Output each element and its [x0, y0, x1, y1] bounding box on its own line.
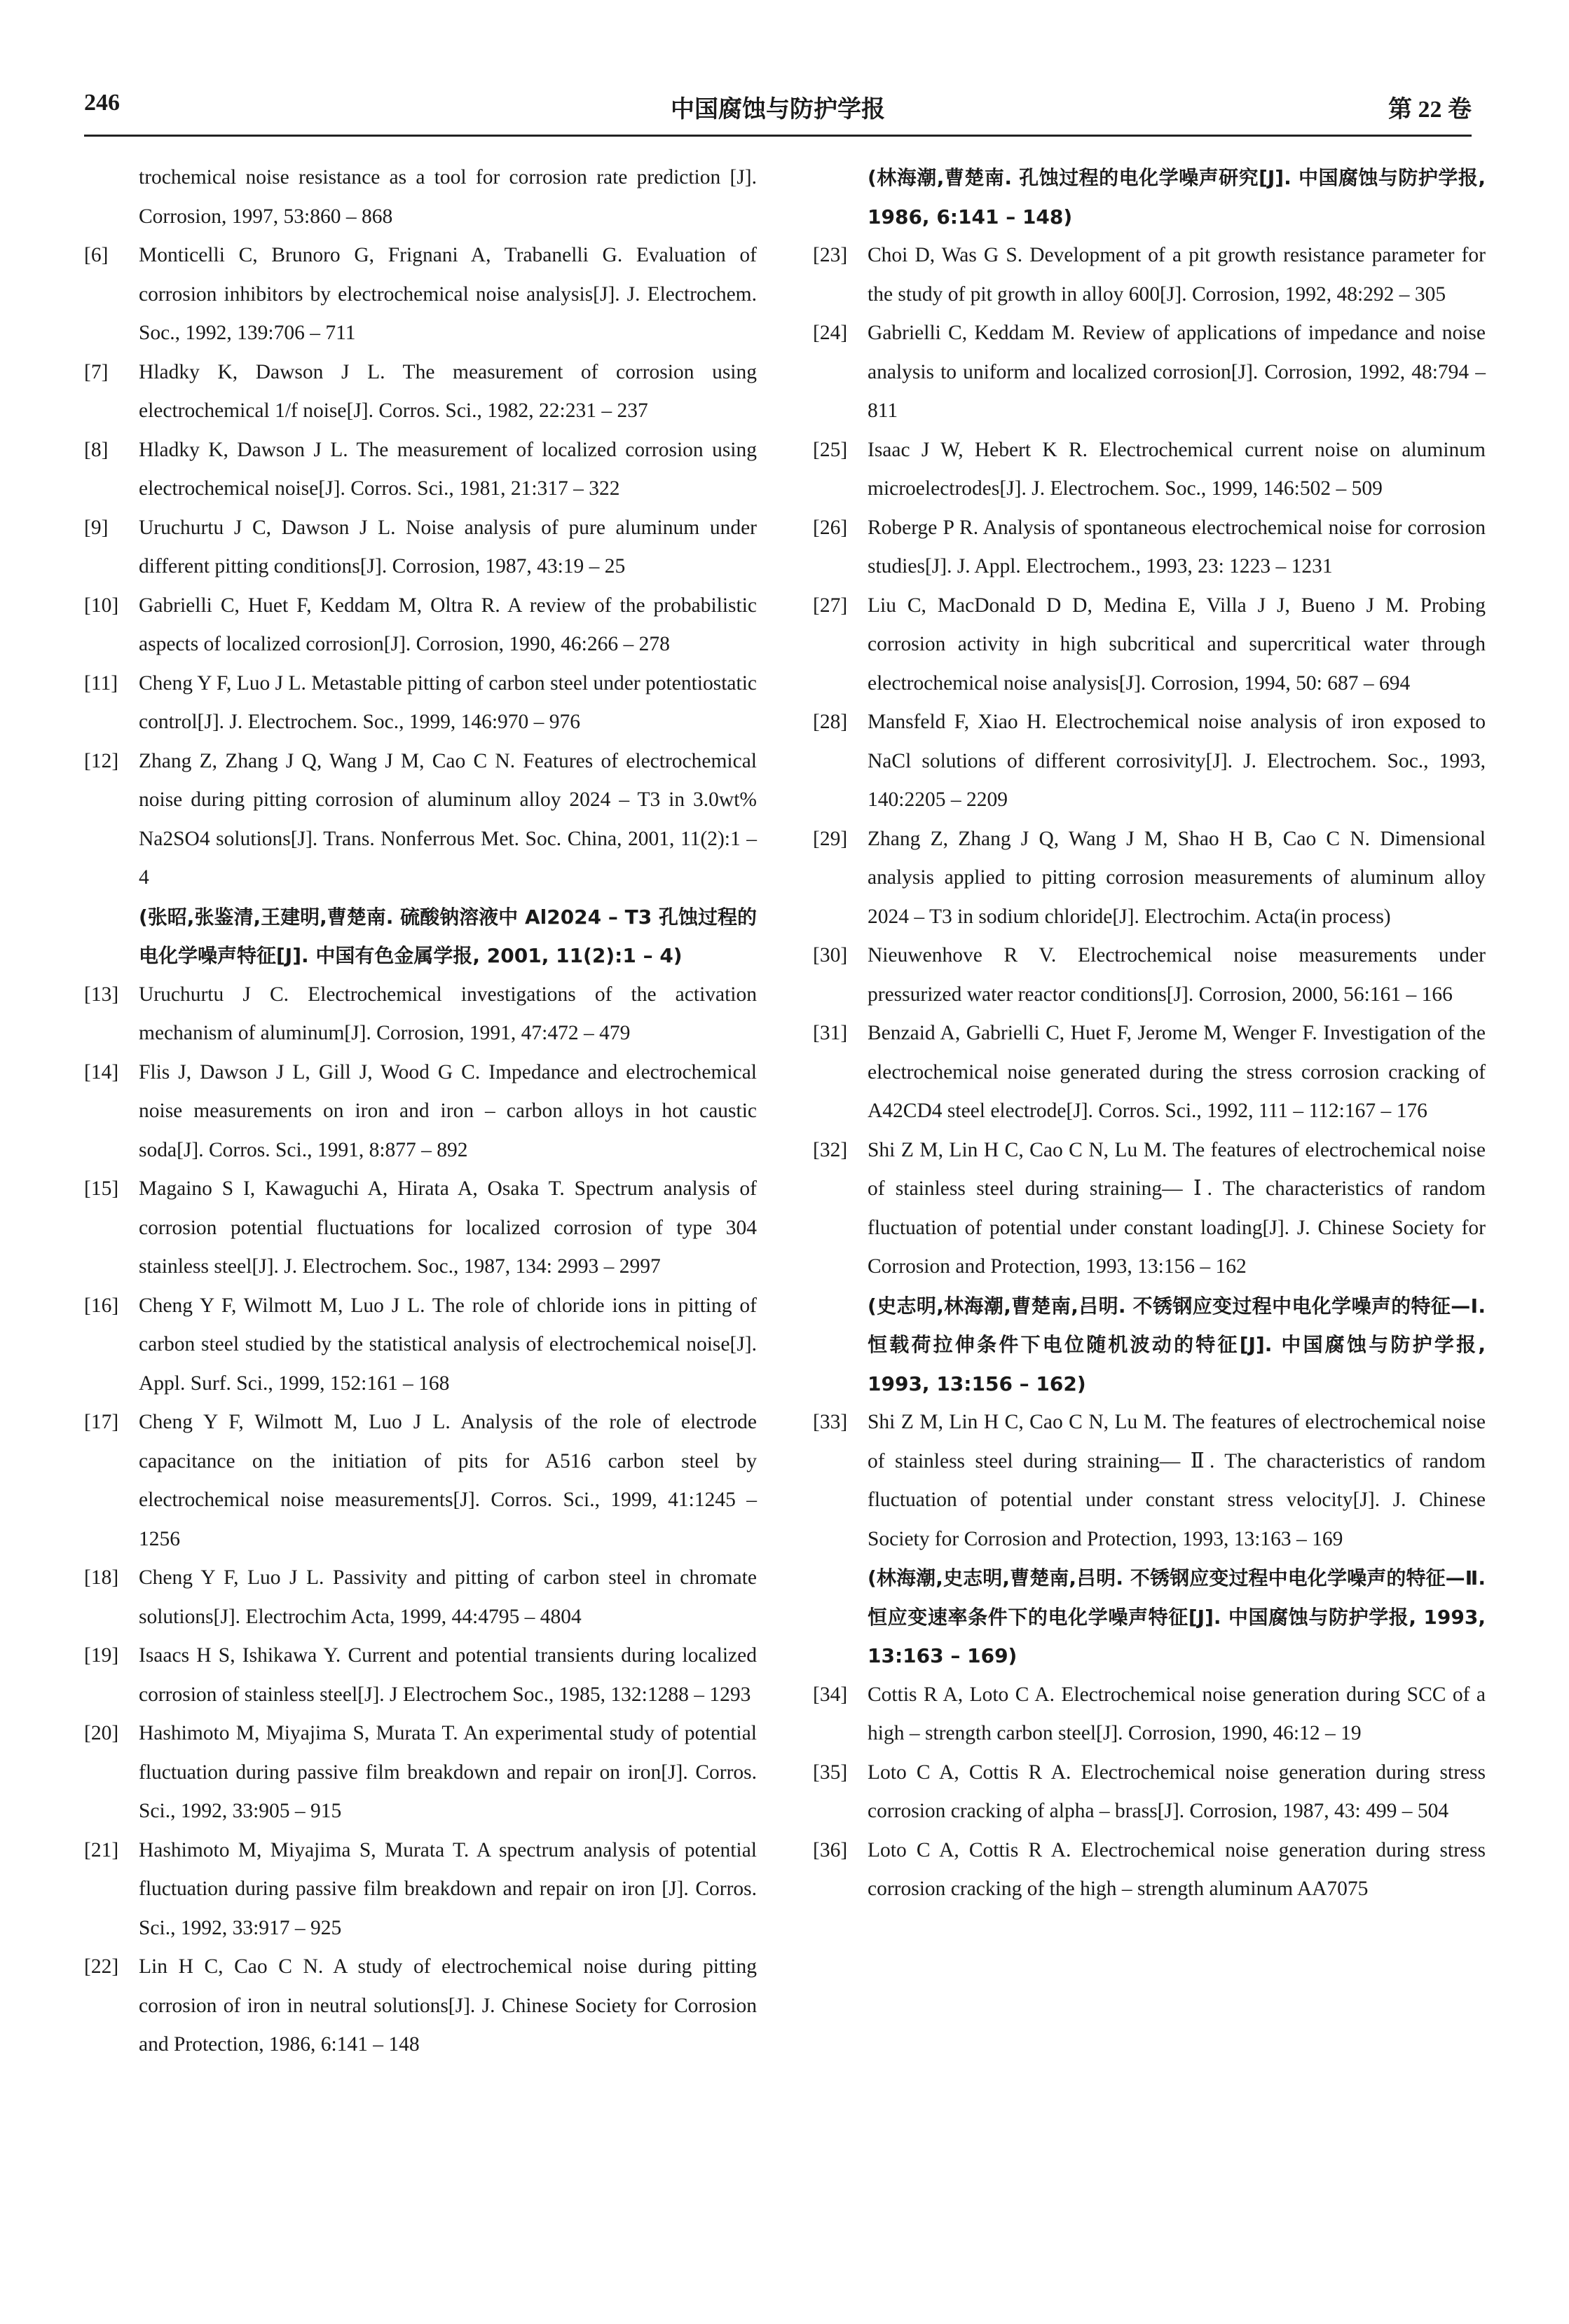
- reference-32-chinese: (史志明,林海潮,曹楚南,吕明. 不锈钢应变过程中电化学噪声的特征—Ⅰ. 恒载荷拉伸条件下电位随机波动的特征[J]. 中国腐蚀与防护学报, 1993, 13:156 – 162): [868, 1294, 1486, 1395]
- reference-text: Flis J, Dawson J L, Gill J, Wood G C. Impedance and electrochemical noise measurements on iron and iron – carbon alloys in hot caustic soda[J]. Corros. Sci., 1991, 8:877 – 892: [139, 1060, 757, 1161]
- reference-18: [84, 1559, 757, 1636]
- reference-33: [813, 1403, 1486, 1559]
- reference-text: Cheng Y F, Wilmott M, Luo J L. Analysis of the role of electrode capacitance on the initiation of pits for A516 carbon steel by electrochemical noise measurements[J]. Corros. Sci., 1999, 41:1245 – 1256: [139, 1411, 757, 1550]
- reference-14: [84, 1053, 757, 1170]
- reference-24: [813, 314, 1486, 431]
- reference-text: Cheng Y F, Wilmott M, Luo J L. The role of chloride ions in pitting of carbon steel studied by the statistical analysis of electrochemical noise[J]. Appl. Surf. Sci., 1999, 152:161 – 168: [139, 1294, 757, 1395]
- reference-number: [30]: [813, 944, 848, 966]
- reference-27: [813, 587, 1486, 704]
- reference-number: [27]: [813, 594, 848, 617]
- reference-number: [6]: [84, 244, 109, 266]
- reference-text: Hladky K, Dawson J L. The measurement of localized corrosion using electrochemical noise[J]. Corros. Sci., 1981, 21:317 – 322: [139, 438, 757, 500]
- reference-number: [8]: [84, 438, 109, 461]
- reference-number: [20]: [84, 1722, 119, 1744]
- right-column: [813, 158, 1486, 1909]
- reference-36: [813, 1831, 1486, 1909]
- reference-15: [84, 1170, 757, 1287]
- reference-text: Isaacs H S, Ishikawa Y. Current and potential transients during localized corrosion of stainless steel[J]. J Electrochem Soc., 1985, 132:1288 – 1293: [139, 1644, 757, 1706]
- reference-7: [84, 353, 757, 431]
- reference-text: Choi D, Was G S. Development of a pit growth resistance parameter for the study of pit growth in alloy 600[J]. Corrosion, 1992, 48:292 – 305: [868, 244, 1486, 306]
- reference-text: Hashimoto M, Miyajima S, Murata T. An experimental study of potential fluctuation during passive film breakdown and repair on iron[J]. Corros. Sci., 1992, 33:905 – 915: [139, 1722, 757, 1822]
- reference-23: [813, 236, 1486, 314]
- reference-text: Benzaid A, Gabrielli C, Huet F, Jerome M, Wenger F. Investigation of the electrochemical noise generated during the stress corrosion cracking of A42CD4 steel electrode[J]. Corros. Sci., 1992, 111 – 112:167 – 176: [868, 1022, 1486, 1122]
- reference-number: [19]: [84, 1644, 119, 1667]
- reference-number: [17]: [84, 1411, 119, 1433]
- reference-13: [84, 976, 757, 1053]
- reference-12: [84, 742, 757, 898]
- reference-31: [813, 1014, 1486, 1131]
- reference-12-chinese: (张昭,张鉴清,王建明,曹楚南. 硫酸钠溶液中 Al2024 – T3 孔蚀过程的电化学噪声特征[J]. 中国有色金属学报, 2001, 11(2):1 – 4): [139, 905, 757, 967]
- reference-text: Cottis R A, Loto C A. Electrochemical noise generation during SCC of a high – strength carbon steel[J]. Corrosion, 1990, 46:12 – 19: [868, 1683, 1486, 1744]
- reference-number: [24]: [813, 322, 848, 344]
- reference-number: [32]: [813, 1138, 848, 1161]
- reference-text: Shi Z M, Lin H C, Cao C N, Lu M. The features of electrochemical noise of stainless steel during straining— Ⅱ. The characteristics of random fluctuation of potential under constant stress velocity[J]. J. Chinese Society for Corrosion and Protection, 1993, 13:163 – 169: [868, 1411, 1486, 1550]
- reference-10: [84, 587, 757, 664]
- reference-number: [14]: [84, 1060, 119, 1084]
- reference-number: [22]: [84, 1955, 119, 1978]
- reference-number: [34]: [813, 1683, 848, 1706]
- reference-22: [84, 1948, 757, 2065]
- reference-number: [26]: [813, 516, 848, 539]
- volume-label: 第 22 卷: [1388, 97, 1472, 123]
- reference-number: [25]: [813, 438, 848, 461]
- reference-text: Isaac J W, Hebert K R. Electrochemical current noise on aluminum microelectrodes[J]. J. Electrochem. Soc., 1999, 146:502 – 509: [868, 438, 1486, 500]
- reference-text: Magaino S I, Kawaguchi A, Hirata A, Osaka T. Spectrum analysis of corrosion potential fluctuations for localized corrosion of type 304 stainless steel[J]. J. Electrochem. Soc., 1987, 134: 2993 – 2997: [139, 1177, 757, 1278]
- reference-text: Zhang Z, Zhang J Q, Wang J M, Shao H B, Cao C N. Dimensional analysis applied to pitting corrosion measurements of aluminum alloy 2024 – T3 in sodium chloride[J]. Electrochim. Acta(in process): [868, 827, 1486, 928]
- reference-continuation: trochemical noise resistance as a tool for corrosion rate prediction [J]. Corrosion, 1997, 53:860 – 868: [139, 166, 757, 228]
- reference-35: [813, 1754, 1486, 1831]
- reference-number: [35]: [813, 1761, 848, 1784]
- reference-28: [813, 703, 1486, 820]
- page-number: 246: [84, 90, 120, 116]
- reference-text: Hladky K, Dawson J L. The measurement of corrosion using electrochemical 1/f noise[J]. Corros. Sci., 1982, 22:231 – 237: [139, 360, 757, 422]
- reference-text: Loto C A, Cottis R A. Electrochemical noise generation during stress corrosion cracking of the high – strength aluminum AA7075: [868, 1838, 1486, 1900]
- reference-text: Nieuwenhove R V. Electrochemical noise measurements under pressurized water reactor conditions[J]. Corrosion, 2000, 56:161 – 166: [868, 944, 1486, 1006]
- reference-number: [9]: [84, 516, 109, 539]
- reference-20: [84, 1714, 757, 1831]
- reference-11: [84, 664, 757, 742]
- page-header: [84, 84, 1472, 126]
- reference-text: Cheng Y F, Luo J L. Passivity and pitting of carbon steel in chromate solutions[J]. Electrochim Acta, 1999, 44:4795 – 4804: [139, 1566, 757, 1628]
- reference-33-chinese: (林海潮,史志明,曹楚南,吕明. 不锈钢应变过程中电化学噪声的特征—Ⅱ. 恒应变速率条件下的电化学噪声特征[J]. 中国腐蚀与防护学报, 1993, 13:163 – 169): [868, 1566, 1486, 1667]
- reference-text: Mansfeld F, Xiao H. Electrochemical noise analysis of iron exposed to NaCl solutions of different corrosivity[J]. J. Electrochem. Soc., 1993, 140:2205 – 2209: [868, 711, 1486, 811]
- reference-number: [28]: [813, 711, 848, 733]
- reference-text: Uruchurtu J C. Electrochemical investigations of the activation mechanism of aluminum[J]. Corrosion, 1991, 47:472 – 479: [139, 983, 757, 1044]
- reference-number: [11]: [84, 671, 118, 695]
- reference-19: [84, 1636, 757, 1714]
- reference-text: Monticelli C, Brunoro G, Frignani A, Trabanelli G. Evaluation of corrosion inhibitors by electrochemical noise analysis[J]. J. Electrochem. Soc., 1992, 139:706 – 711: [139, 244, 757, 344]
- reference-22-chinese: (林海潮,曹楚南. 孔蚀过程的电化学噪声研究[J]. 中国腐蚀与防护学报, 1986, 6:141 – 148): [868, 166, 1486, 228]
- header-rule: [84, 135, 1472, 137]
- reference-text: Cheng Y F, Luo J L. Metastable pitting of carbon steel under potentiostatic control[J]. J. Electrochem. Soc., 1999, 146:970 – 976: [139, 671, 757, 733]
- reference-number: [13]: [84, 983, 119, 1006]
- reference-number: [33]: [813, 1411, 848, 1433]
- reference-text: Hashimoto M, Miyajima S, Murata T. A spectrum analysis of potential fluctuation during passive film breakdown and repair on iron [J]. Corros. Sci., 1992, 33:917 – 925: [139, 1838, 757, 1939]
- reference-21: [84, 1831, 757, 1948]
- journal-title: 中国腐蚀与防护学报: [671, 97, 885, 123]
- reference-text: Roberge P R. Analysis of spontaneous electrochemical noise for corrosion studies[J]. J. Appl. Electrochem., 1993, 23: 1223 – 1231: [868, 516, 1486, 577]
- reference-number: [21]: [84, 1838, 119, 1861]
- reference-number: [36]: [813, 1838, 848, 1861]
- reference-16: [84, 1287, 757, 1404]
- reference-text: Gabrielli C, Huet F, Keddam M, Oltra R. A review of the probabilistic aspects of localized corrosion[J]. Corrosion, 1990, 46:266 – 278: [139, 594, 757, 655]
- reference-number: [10]: [84, 594, 119, 617]
- reference-text: Liu C, MacDonald D D, Medina E, Villa J J, Bueno J M. Probing corrosion activity in high subcritical and supercritical water through electrochemical noise analysis[J]. Corrosion, 1994, 50: 687 – 694: [868, 594, 1486, 695]
- reference-number: [7]: [84, 360, 109, 383]
- reference-30: [813, 936, 1486, 1014]
- reference-17: [84, 1403, 757, 1559]
- reference-number: [15]: [84, 1177, 119, 1200]
- reference-8: [84, 431, 757, 509]
- reference-text: Zhang Z, Zhang J Q, Wang J M, Cao C N. Features of electrochemical noise during pitting corrosion of aluminum alloy 2024 – T3 in 3.0wt% Na2SO4 solutions[J]. Trans. Nonferrous Met. Soc. China, 2001, 11(2):1 – 4: [139, 749, 757, 889]
- reference-29: [813, 820, 1486, 937]
- reference-9: [84, 509, 757, 587]
- reference-text: Uruchurtu J C, Dawson J L. Noise analysis of pure aluminum under different pitting conditions[J]. Corrosion, 1987, 43:19 – 25: [139, 516, 757, 577]
- reference-text: Gabrielli C, Keddam M. Review of applications of impedance and noise analysis to uniform and localized corrosion[J]. Corrosion, 1992, 48:794 – 811: [868, 322, 1486, 422]
- reference-32: [813, 1131, 1486, 1287]
- reference-text: Loto C A, Cottis R A. Electrochemical noise generation during stress corrosion cracking of alpha – brass[J]. Corrosion, 1987, 43: 499 – 504: [868, 1761, 1486, 1822]
- reference-34: [813, 1676, 1486, 1754]
- reference-26: [813, 509, 1486, 587]
- left-column: [84, 158, 757, 2065]
- reference-text: Shi Z M, Lin H C, Cao C N, Lu M. The features of electrochemical noise of stainless steel during straining— Ⅰ. The characteristics of random fluctuation of potential under constant loading[J]. J. Chinese Society for Corrosion and Protection, 1993, 13:156 – 162: [868, 1138, 1486, 1278]
- reference-number: [12]: [84, 749, 119, 772]
- reference-number: [23]: [813, 244, 848, 266]
- reference-25: [813, 431, 1486, 509]
- reference-number: [16]: [84, 1294, 119, 1317]
- reference-number: [29]: [813, 827, 848, 850]
- reference-number: [18]: [84, 1566, 119, 1589]
- reference-number: [31]: [813, 1022, 848, 1044]
- reference-text: Lin H C, Cao C N. A study of electrochemical noise during pitting corrosion of iron in neutral solutions[J]. J. Chinese Society for Corrosion and Protection, 1986, 6:141 – 148: [139, 1955, 757, 2056]
- reference-6: [84, 236, 757, 353]
